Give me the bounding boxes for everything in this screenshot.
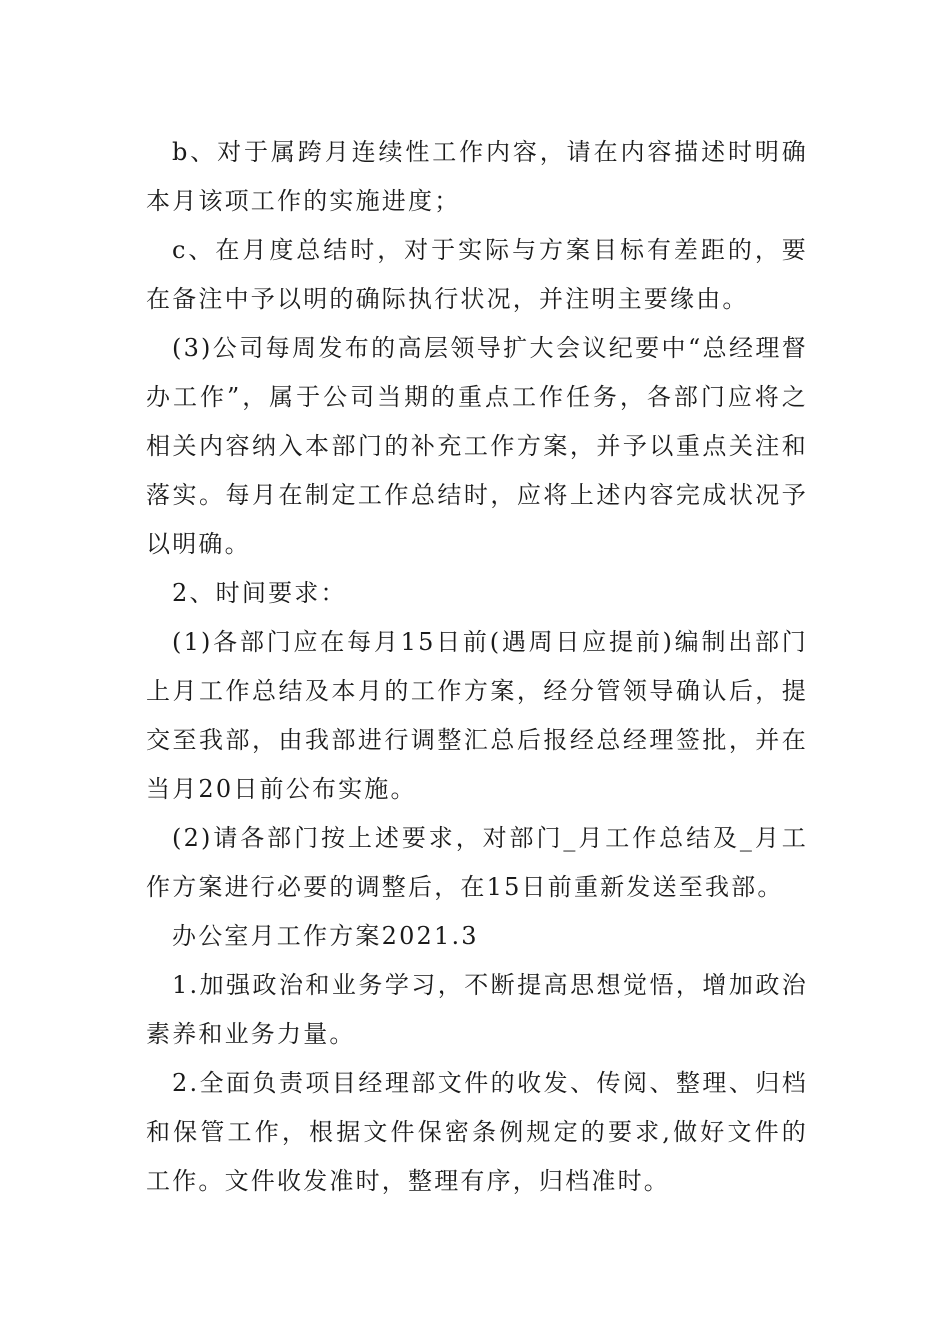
paragraph-3-supervision: (3)公司每周发布的高层领导扩大会议纪要中“总经理督办工作”，属于公司当期的重点工作任务，各部门应将之相关内容纳入本部门的补充工作方案，并予以重点关注和落实。每月在制定工作总结时，应将上述内容完成状况予以明确。 — [146, 334, 808, 558]
paragraph-c-monthly-summary: c、在月度总结时，对于实际与方案目标有差距的，要在备注中予以明的确际执行状况，并注明主要缘由。 — [146, 236, 808, 313]
paragraph-b-cross-month: b、对于属跨月连续性工作内容，请在内容描述时明确本月该项工作的实施进度； — [146, 138, 808, 215]
paragraph-time-1: (1)各部门应在每月15日前(遇周日应提前)编制出部门上月工作总结及本月的工作方案，经分管领导确认后，提交至我部，由我部进行调整汇总后报经总经理签批，并在当月20日前公布实施。 — [146, 628, 808, 803]
section-title-office-plan: 办公室月工作方案2021.3 — [172, 922, 479, 950]
paragraph-plan-2: 2.全面负责项目经理部文件的收发、传阅、整理、归档和保管工作，根据文件保密条例规定的要求,做好文件的工作。文件收发准时，整理有序，归档准时。 — [146, 1069, 808, 1195]
paragraph-time-2: (2)请各部门按上述要求，对部门_月工作总结及_月工作方案进行必要的调整后，在15日前重新发送至我部。 — [146, 824, 808, 901]
document-body — [146, 128, 808, 1206]
paragraph-time-requirements-heading: 2、时间要求： — [172, 579, 347, 607]
paragraph-plan-1: 1.加强政治和业务学习，不断提高思想觉悟，增加政治素养和业务力量。 — [146, 971, 808, 1048]
